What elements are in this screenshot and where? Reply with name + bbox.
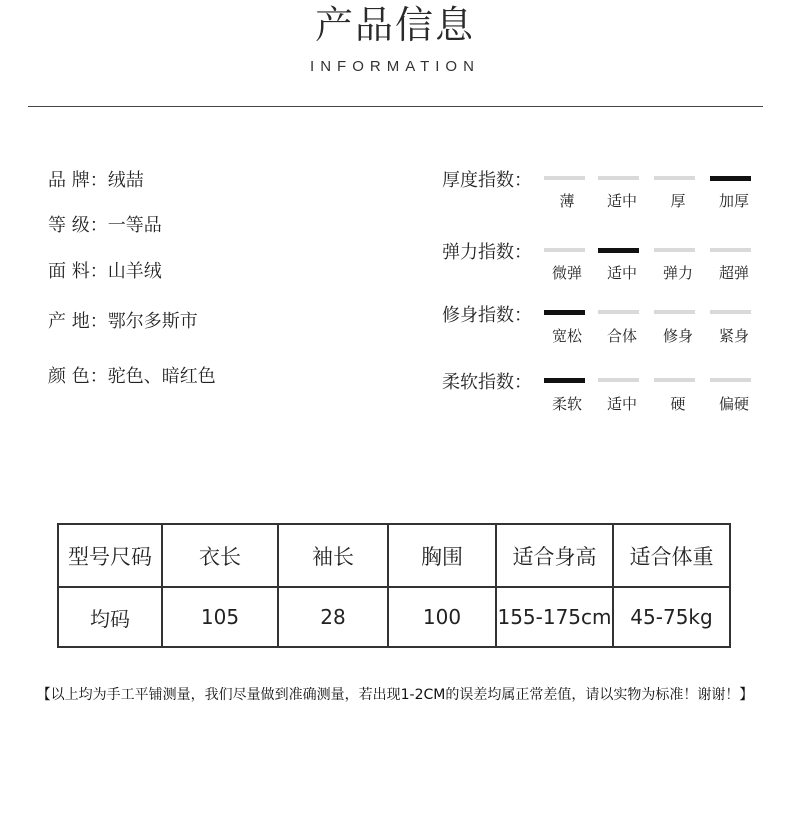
index-option-label: 紧身 — [718, 327, 749, 345]
spec-fabric — [48, 257, 162, 283]
index-option-label: 微弹 — [551, 264, 582, 282]
index-label: 柔软指数： — [442, 372, 532, 393]
index-bar — [598, 378, 639, 382]
index-option-label: 柔软 — [551, 395, 582, 413]
index-bar — [598, 176, 639, 180]
index-bar — [544, 248, 585, 252]
spec-value: 鄂尔多斯市 — [107, 311, 198, 332]
page-title: 产品信息 — [314, 3, 475, 47]
size-table — [57, 523, 731, 648]
index-bar — [710, 378, 751, 382]
table-row — [58, 587, 730, 647]
index-bar-selected — [544, 310, 585, 315]
index-option-label: 宽松 — [551, 327, 582, 345]
spec-label: 品 牌： — [48, 170, 108, 191]
header-divider — [28, 106, 763, 107]
spec-label: 产 地： — [48, 311, 108, 332]
table-header-cell: 型号尺码 — [58, 524, 162, 587]
index-bar — [654, 176, 695, 180]
spec-grade — [48, 211, 162, 237]
index-bar-selected — [544, 378, 585, 383]
spec-value: 驼色、暗红色 — [107, 366, 216, 387]
spec-value: 一等品 — [107, 215, 162, 236]
table-header-cell: 衣长 — [162, 524, 278, 587]
table-header-cell: 胸围 — [388, 524, 496, 587]
index-bar — [544, 176, 585, 180]
index-option-label: 弹力 — [662, 264, 693, 282]
table-header-cell: 适合身高 — [496, 524, 613, 587]
index-option-label: 超弹 — [718, 264, 749, 282]
index-label: 弹力指数： — [442, 242, 532, 263]
spec-label: 颜 色： — [48, 366, 108, 387]
spec-label: 等 级： — [48, 215, 108, 236]
spec-label: 面 料： — [48, 261, 108, 282]
table-cell: 155-175cm — [496, 587, 613, 647]
spec-brand — [48, 166, 144, 192]
index-option-label: 适中 — [606, 395, 637, 413]
index-option-label: 适中 — [606, 192, 637, 210]
spec-color — [48, 362, 216, 388]
table-cell: 均码 — [58, 587, 162, 647]
index-bar — [598, 310, 639, 314]
measurement-note: 【以上均为手工平铺测量，我们尽量做到准确测量，若出现1-2CM的误差均属正常差值，请以实物为标准！谢谢！】 — [36, 687, 754, 703]
index-bar — [654, 378, 695, 382]
index-bar-selected — [598, 248, 639, 253]
index-bar — [654, 310, 695, 314]
index-bar — [710, 310, 751, 314]
index-option-label: 适中 — [606, 264, 637, 282]
index-option-label: 薄 — [559, 192, 575, 210]
table-cell: 100 — [388, 587, 496, 647]
index-option-label: 合体 — [606, 327, 637, 345]
index-option-label: 厚 — [670, 192, 686, 210]
spec-value: 绒喆 — [107, 170, 144, 191]
spec-value: 山羊绒 — [107, 261, 162, 282]
spec-origin — [48, 307, 198, 333]
page-subtitle: INFORMATION — [310, 58, 480, 75]
index-option-label: 硬 — [670, 395, 686, 413]
table-header-row — [58, 524, 730, 587]
table-cell: 28 — [278, 587, 388, 647]
index-option-label: 加厚 — [718, 192, 749, 210]
index-option-label: 偏硬 — [718, 395, 749, 413]
table-header-cell: 袖长 — [278, 524, 388, 587]
index-label: 修身指数： — [442, 305, 532, 326]
index-bar — [654, 248, 695, 252]
index-label: 厚度指数： — [442, 170, 532, 191]
table-header-cell: 适合体重 — [613, 524, 730, 587]
index-bar — [710, 248, 751, 252]
table-cell: 105 — [162, 587, 278, 647]
index-bar-selected — [710, 176, 751, 181]
index-option-label: 修身 — [662, 327, 693, 345]
table-cell: 45-75kg — [613, 587, 730, 647]
